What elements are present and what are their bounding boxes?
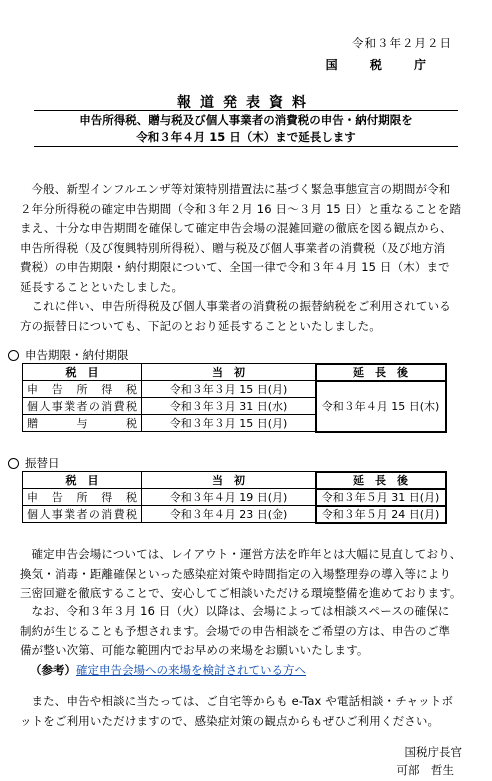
col-header-extended: 延 長 後 <box>316 472 446 489</box>
table-header-row <box>23 472 446 489</box>
tax-cell: 申告所得税 <box>23 489 142 506</box>
text-line: 延長することといたしました。 <box>20 279 184 294</box>
intro-paragraph-2 <box>20 297 472 336</box>
subtitle-line-2: 令和３年４月 15 日（木）まで延長します <box>136 130 356 144</box>
etax-paragraph <box>20 692 472 731</box>
text-line: 換気・消毒・距離確保といった感染症対策や時間指定の入場整理券の導入等により <box>20 566 452 581</box>
extended-date-cell: 令和３年５月 31 日(月) <box>316 489 446 506</box>
circle-bullet-icon <box>8 458 19 469</box>
original-date-cell: 令和３年４月 19 日(月) <box>142 489 316 506</box>
table-row <box>23 489 446 506</box>
text-line: 費税）の申告期限・納付期限について、全国一律で令和３年４月 15 日（木）まで <box>20 260 450 274</box>
extended-date-cell: 令和３年５月 24 日(月) <box>316 506 446 523</box>
intro-paragraph-1 <box>20 180 472 297</box>
section-deadline-heading <box>8 347 129 363</box>
col-header-original: 当 初 <box>142 472 316 489</box>
text-line: ２年分所得税の確定申告期間（令和３年２月 16 日～３月 15 日）と重なることを踏 <box>20 201 462 216</box>
col-header-extended: 延 長 後 <box>316 364 446 381</box>
tax-cell: 個人事業者の消費税 <box>23 506 142 523</box>
text-line: なお、令和３年３月 16 日（火）以降は、会場によっては相談スペースの確保に <box>31 604 450 618</box>
text-line: ットをご利用いただけますので、感染症対策の観点からもぜひご利用ください。 <box>20 713 440 728</box>
col-header-tax: 税 目 <box>23 472 142 489</box>
original-date-cell: 令和３年３月 15 日(月) <box>142 381 316 398</box>
col-header-tax: 税 目 <box>23 364 142 381</box>
text-line: 今般、新型インフルエンザ等対策特別措置法に基づく緊急事態宣言の期間が令和 <box>31 182 451 196</box>
agency-name: 国 税 庁 <box>325 58 440 72</box>
subtitle-line-1: 申告所得税、贈与税及び個人事業者の消費税の申告・納付期限を <box>79 113 413 127</box>
circle-bullet-icon <box>8 350 19 361</box>
tax-cell: 贈与税 <box>23 415 142 432</box>
section-transfer-heading <box>8 455 60 471</box>
reference-line <box>30 662 306 678</box>
text-line: 三密回避を徹底することで、安心してご相談いただける環境整備を進めております。 <box>20 586 462 600</box>
transfer-table <box>22 471 446 523</box>
col-header-original: 当 初 <box>142 364 316 381</box>
signature-name: 可部 哲生 <box>396 763 454 777</box>
text-line: 備が整い次第、可能な範囲内でお早めの来場をお願いいたします。 <box>20 643 369 657</box>
signature-title: 国税庁長官 <box>404 745 462 759</box>
subtitle-box <box>34 110 458 147</box>
table-header-row <box>23 364 446 381</box>
original-date-cell: 令和３年３月 15 日(月) <box>142 415 316 432</box>
deadline-table <box>22 363 446 432</box>
text-line: 確定申告会場については、レイアウト・運営方法を昨年とは大幅に見直しており、 <box>31 547 462 561</box>
venue-paragraph <box>20 545 472 604</box>
reference-link[interactable]: 確定申告会場への来場を検討されている方へ <box>76 663 306 677</box>
table-row <box>23 506 446 523</box>
tax-cell: 申告所得税 <box>23 381 142 398</box>
text-line: まえ、十分な申告期間を確保して確定申告会場の混雑回避の徹底を図る観点から、 <box>20 221 452 235</box>
text-line: 制約が生じることも予想されます。会場での申告相談をご希望の方は、申告のご準 <box>20 623 451 638</box>
section-title: 振替日 <box>25 456 60 470</box>
text-line: これに伴い、申告所得税及び個人事業者の消費税の振替納税をご利用されている <box>31 299 451 313</box>
table-row <box>23 381 446 398</box>
text-line: また、申告や相談に当たっては、ご自宅等からも e-Tax や電話相談・チャットボ <box>31 694 454 708</box>
text-line: 申告所得税（及び復興特別所得税）、贈与税及び個人事業者の消費税（及び地方消 <box>20 240 446 255</box>
extended-date-cell: 令和３年４月 15 日(木) <box>316 381 446 432</box>
original-date-cell: 令和３年４月 23 日(金) <box>142 506 316 523</box>
notice-paragraph <box>20 602 472 661</box>
text-line: 方の振替日についても、下記のとおり延長することといたしました。 <box>20 318 381 333</box>
reference-label: （参考） <box>30 663 76 677</box>
original-date-cell: 令和３年３月 31 日(水) <box>142 398 316 415</box>
document-title: 報道発表資料 <box>177 95 315 111</box>
tax-cell: 個人事業者の消費税 <box>23 398 142 415</box>
release-date: 令和３年２月２日 <box>352 36 452 50</box>
section-title: 申告期限・納付期限 <box>25 348 129 362</box>
